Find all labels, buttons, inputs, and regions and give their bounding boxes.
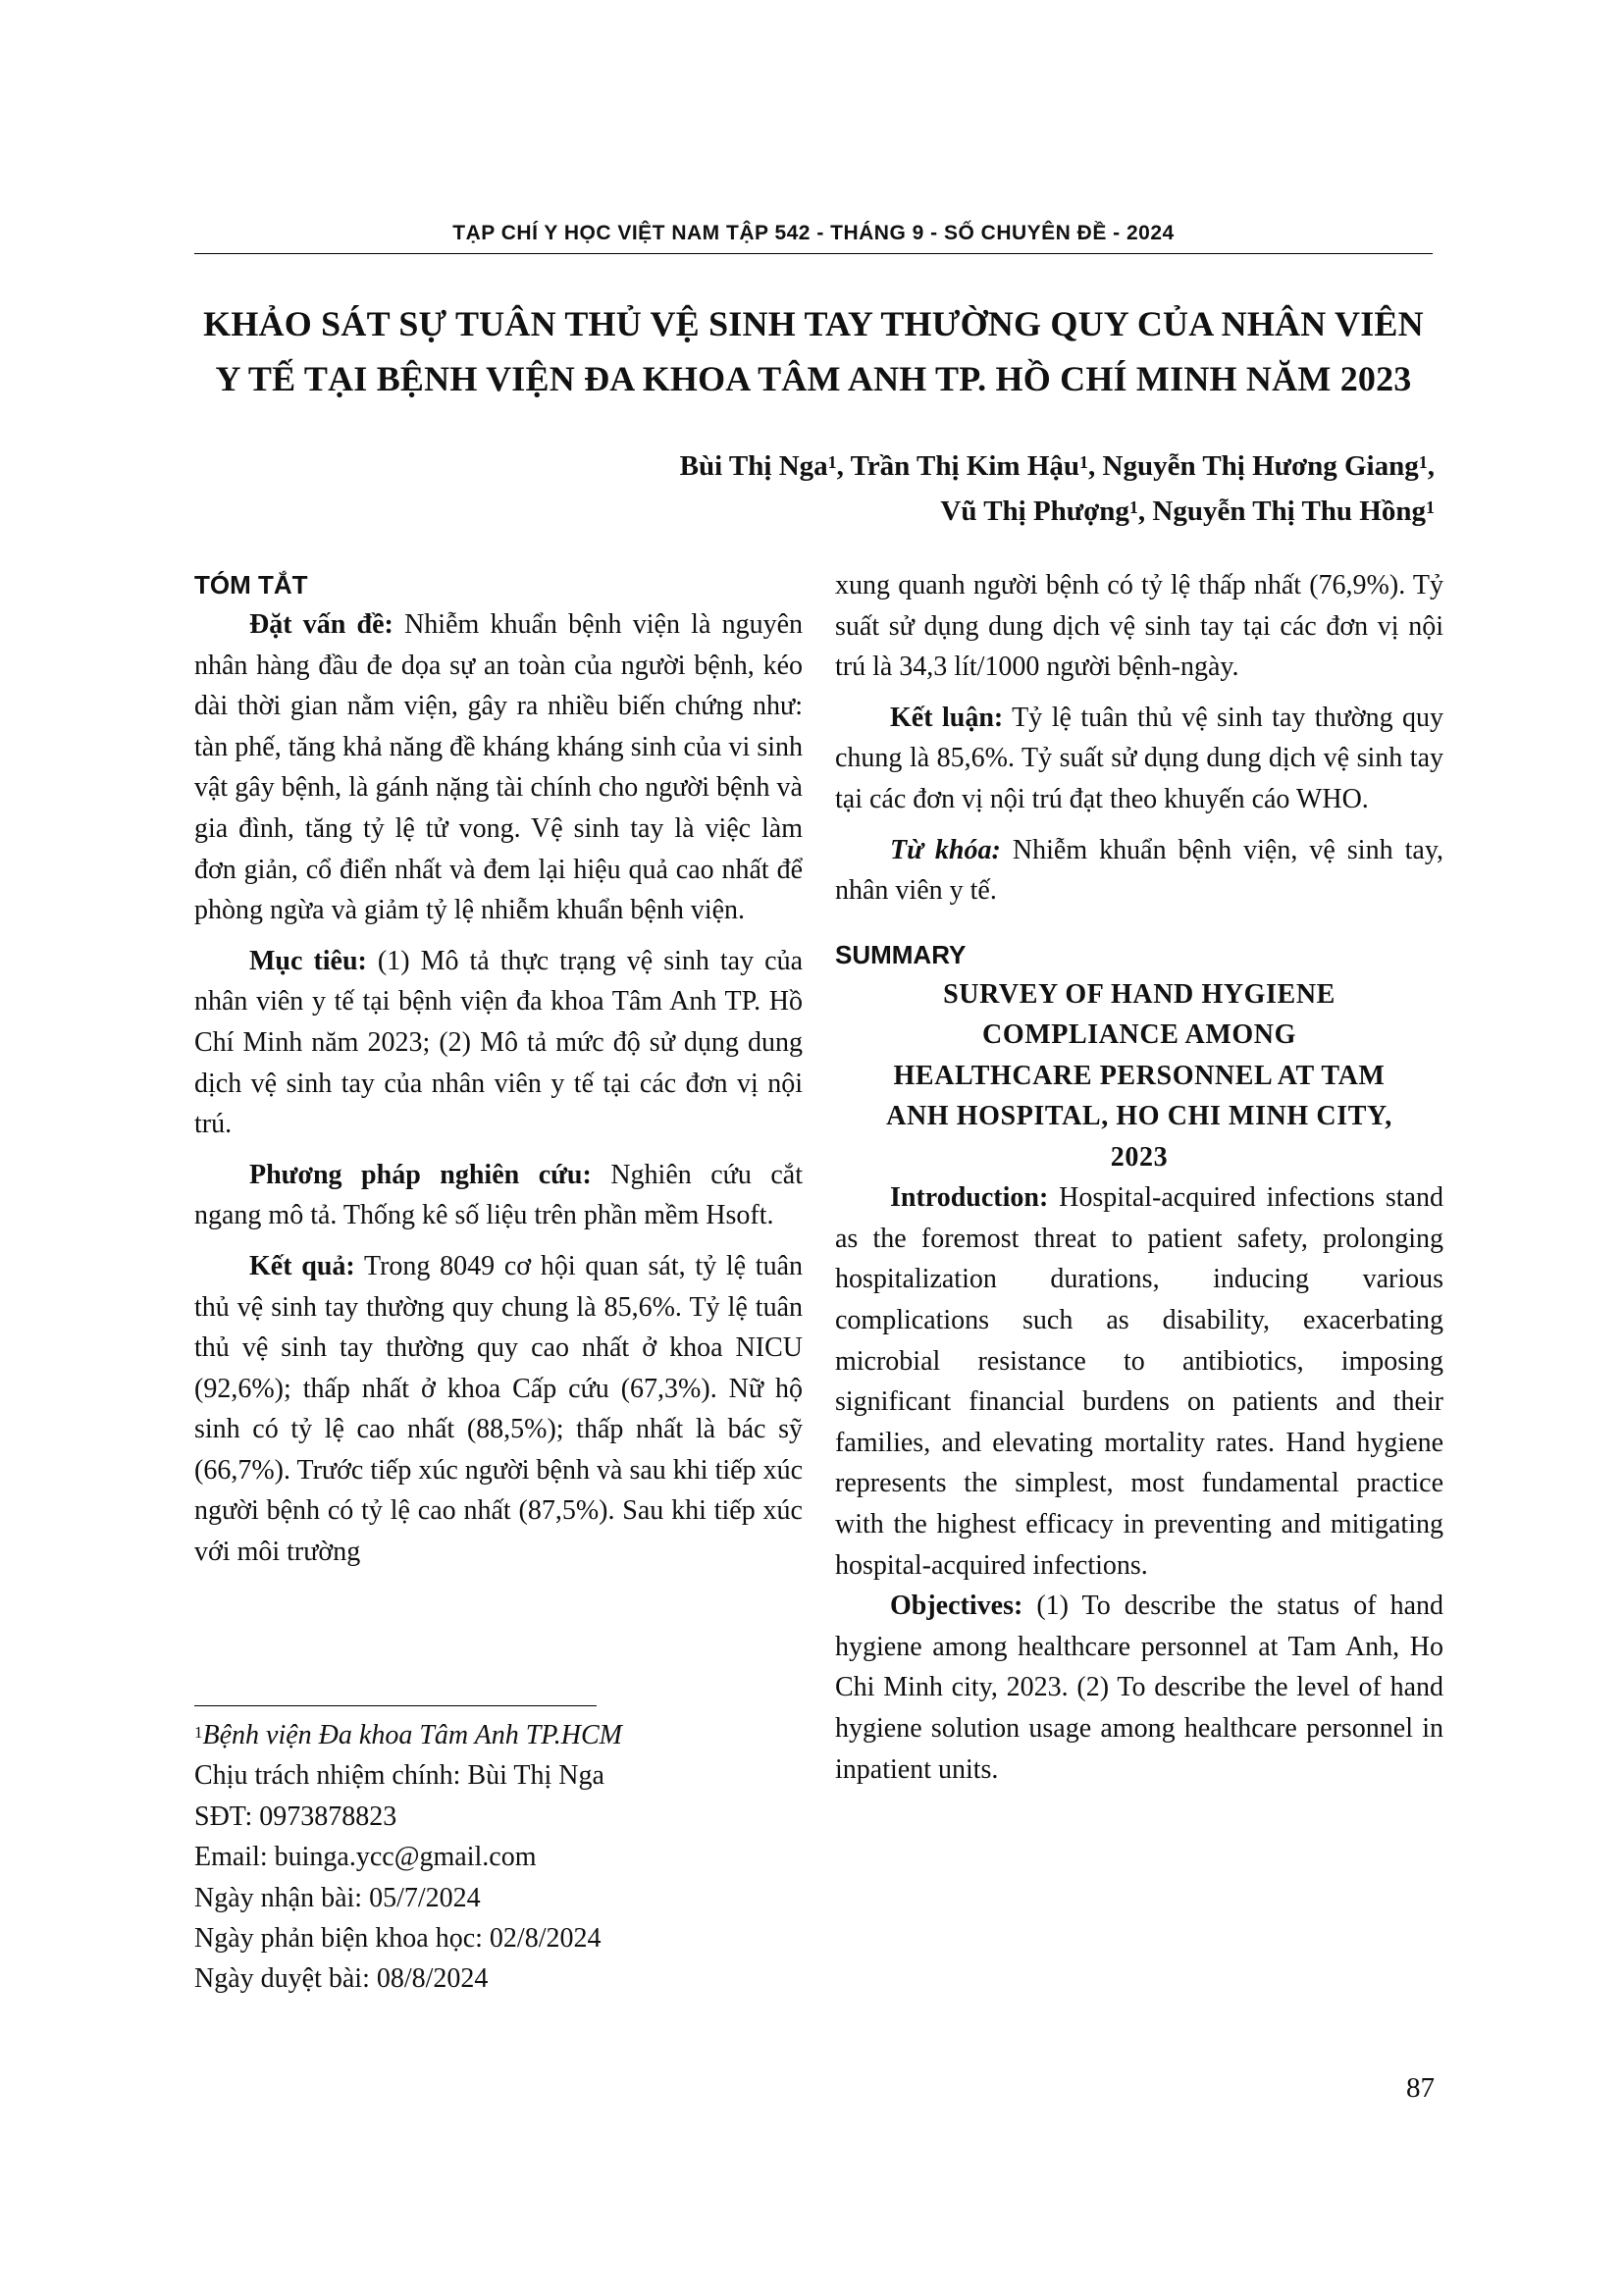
header-rule: [194, 253, 1433, 254]
summary-title-line: ANH HOSPITAL, HO CHI MINH CITY,: [886, 1101, 1392, 1132]
author-separator: ,: [1427, 450, 1435, 482]
journal-header: TẠP CHÍ Y HỌC VIỆT NAM TẬP 542 - THÁNG 9 - SỐ CHUYÊN ĐỀ - 2024: [452, 222, 1175, 244]
author-separator: ,: [836, 450, 851, 482]
author-name: Nguyễn Thị Thu Hồng: [1152, 496, 1426, 527]
methods-text: Nghiên cứu cắt ngang mô tả. Thống kê số liệu trên phần mềm Hsoft.: [194, 1159, 803, 1231]
summary-title-line: 2023: [1110, 1141, 1169, 1173]
footnote-rule: [194, 1705, 597, 1706]
footnote-phone: SĐT: 0973878823: [194, 1800, 397, 1832]
author-affiliation-mark: 1: [1079, 452, 1089, 472]
keywords-label: Từ khóa:: [890, 834, 1001, 865]
conclusion-text: Tỷ lệ tuân thủ vệ sinh tay thường quy chung là 85,6%. Tỷ suất sử dụng dung dịch vệ sinh tay tại các đơn vị nội trú đạt theo khuyến cáo WHO.: [835, 702, 1444, 814]
background-label: Đặt vấn đề:: [249, 609, 393, 640]
author-name: Trần Thị Kim Hậu: [850, 450, 1080, 482]
author-line-1: [491, 444, 1435, 489]
footnote-responsible: Chịu trách nhiệm chính: Bùi Thị Nga: [194, 1760, 604, 1792]
results-label: Kết quả:: [249, 1250, 355, 1281]
footnote-email: Email: buinga.ycc@gmail.com: [194, 1842, 537, 1873]
summary-heading: SUMMARY: [835, 939, 967, 969]
conclusion-label: Kết luận:: [890, 702, 1004, 733]
author-separator: ,: [1088, 450, 1103, 482]
author-affiliation-mark: 1: [1426, 497, 1435, 517]
author-name: Bùi Thị Nga: [679, 450, 828, 482]
author-list: [491, 444, 1435, 534]
introduction-label: Introduction:: [890, 1182, 1049, 1214]
author-affiliation-mark: 1: [1418, 452, 1428, 472]
footnote-reviewed: Ngày phản biện khoa học: 02/8/2024: [194, 1923, 602, 1955]
author-name: Nguyễn Thị Hương Giang: [1102, 450, 1419, 482]
objectives-text: (1) Mô tả thực trạng vệ sinh tay của nhân viên y tế tại bệnh viện đa khoa Tâm Anh TP. Hồ Chí Minh năm 2023; (2) Mô tả mức độ sử dụng dung dịch vệ sinh tay của nhân viên y tế tại các đơn vị nội trú.: [194, 945, 803, 1140]
abstract-conclusion: [835, 698, 1443, 820]
footnote: [194, 1715, 803, 2000]
summary-objectives: [835, 1586, 1443, 1790]
abstract-objectives: [194, 941, 803, 1145]
article-title: [194, 296, 1433, 406]
footnote-received: Ngày nhận bài: 05/7/2024: [194, 1882, 481, 1913]
title-line-1: KHẢO SÁT SỰ TUÂN THỦ VỆ SINH TAY THƯỜNG QUY CỦA NHÂN VIÊN: [203, 304, 1424, 343]
abstract-background: [194, 604, 803, 931]
abstract-results-continued: xung quanh người bệnh có tỷ lệ thấp nhất (76,9%). Tỷ suất sử dụng dung dịch vệ sinh tay tại các đơn vị nội trú là 34,3 lít/1000 người bệnh-ngày.: [835, 570, 1443, 683]
footnote-accepted: Ngày duyệt bài: 08/8/2024: [194, 1963, 489, 1995]
methods-label: Phương pháp nghiên cứu:: [249, 1159, 592, 1190]
right-column: [835, 565, 1443, 1790]
page-number: 87: [1406, 2072, 1435, 2104]
abstract-heading: TÓM TẮT: [194, 570, 308, 600]
author-name: Vũ Thị Phượng: [940, 496, 1129, 527]
footnote-mark: 1: [194, 1723, 203, 1742]
keywords-text: Nhiễm khuẩn bệnh viện, vệ sinh tay, nhân viên y tế.: [835, 834, 1444, 907]
summary-title: [835, 974, 1443, 1178]
author-separator: ,: [1137, 496, 1153, 527]
summary-title-line: COMPLIANCE AMONG: [982, 1019, 1296, 1051]
summary-title-line: HEALTHCARE PERSONNEL AT TAM: [893, 1060, 1386, 1091]
author-affiliation-mark: 1: [827, 452, 837, 472]
author-line-2: [491, 489, 1435, 534]
author-affiliation-mark: 1: [1128, 497, 1138, 517]
summary-objectives-text: (1) To describe the status of hand hygiene among healthcare personnel at Tam Anh, Ho Chi Minh city, 2023. (2) To describe the level of hand hygiene solution usage among healthcare personnel in inpatient units.: [835, 1591, 1444, 1785]
summary-introduction: [835, 1177, 1443, 1586]
introduction-text: Hospital-acquired infections stand as the foremost threat to patient safety, prolonging hospitalization durations, inducing various complications such as disability, exacerbating microbial resistance to antibiotics, imposing significant financial burdens on patients and their families, and elevating mortality rates. Hand hygiene represents the simplest, most fundamental practice with the highest efficacy in preventing and mitigating hospital-acquired infections.: [835, 1182, 1443, 1581]
abstract-keywords: [835, 830, 1443, 912]
footnote-affiliation: [194, 1715, 803, 1755]
left-column: [194, 565, 803, 1573]
summary-objectives-label: Objectives:: [890, 1591, 1023, 1622]
affiliation-text: Bệnh viện Đa khoa Tâm Anh TP.HCM: [202, 1720, 622, 1750]
title-line-2: Y TẾ TẠI BỆNH VIỆN ĐA KHOA TÂM ANH TP. HỒ CHÍ MINH NĂM 2023: [215, 359, 1412, 398]
abstract-results: [194, 1246, 803, 1573]
results-text: Trong 8049 cơ hội quan sát, tỷ lệ tuân thủ vệ sinh tay thường quy chung là 85,6%. Tỷ lệ tuân thủ vệ sinh tay thường quy cao nhất ở khoa NICU (92,6%); thấp nhất ở khoa Cấp cứu (67,3%). Nữ hộ sinh có tỷ lệ cao nhất (88,5%); thấp nhất là bác sỹ (66,7%). Trước tiếp xúc người bệnh và sau khi tiếp xúc người bệnh có tỷ lệ cao nhất (87,5%). Sau khi tiếp xúc với môi trường: [194, 1250, 804, 1568]
summary-title-line: SURVEY OF HAND HYGIENE: [943, 978, 1336, 1010]
abstract-methods: [194, 1155, 803, 1236]
objectives-label: Mục tiêu:: [249, 945, 367, 976]
background-text: Nhiễm khuẩn bệnh viện là nguyên nhân hàng đầu đe dọa sự an toàn của người bệnh, kéo dài thời gian nằm viện, gây ra nhiều biến chứng như: tàn phế, tăng khả năng đề kháng kháng sinh của vi sinh vật gây bệnh, là gánh nặng tài chính cho người bệnh và gia đình, tăng tỷ lệ tử vong. Vệ sinh tay là việc làm đơn giản, cổ điển nhất và đem lại hiệu quả cao nhất để phòng ngừa và giảm tỷ lệ nhiễm khuẩn bệnh viện.: [194, 609, 804, 926]
